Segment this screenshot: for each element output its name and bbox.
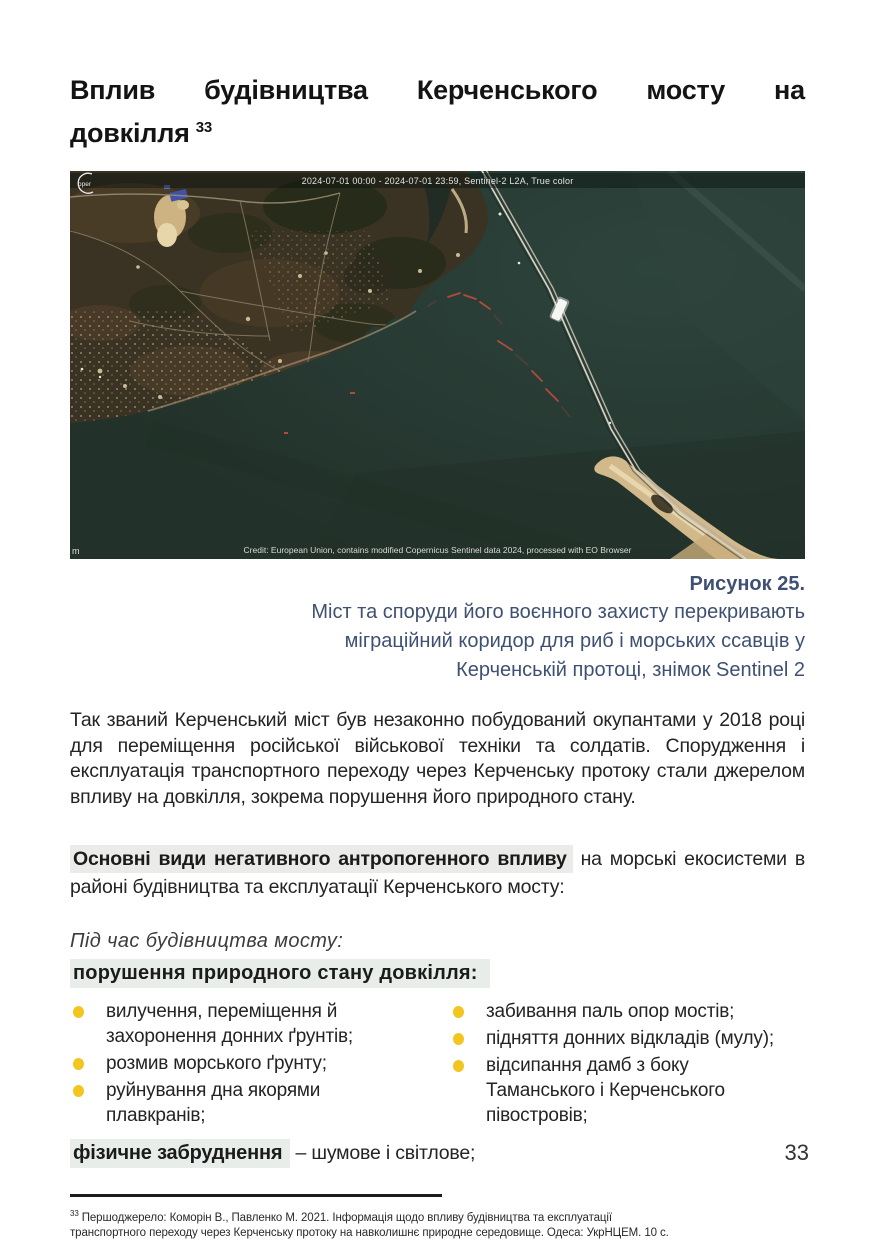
impact-heading	[70, 845, 805, 901]
physical-pollution-line	[70, 1140, 805, 1167]
physical-rest: – шумове і світлове;	[290, 1142, 476, 1164]
bullet-dot-icon	[453, 1033, 464, 1045]
bullet-dot-icon	[453, 1060, 464, 1072]
footnote-number: 33	[70, 1209, 79, 1218]
impact-rest: на морські екосистеми в районі будівництва та експлуатації Керченського мосту:	[70, 848, 805, 898]
bullet-columns	[70, 999, 805, 1130]
page-title	[70, 72, 805, 152]
page-number: 33	[784, 1140, 809, 1165]
figure-caption: Міст та споруди його воєнного захисту перекривають міграційний коридор для риб і морських ссавців у Керченській протоці, знімок Sentinel 2	[311, 601, 805, 681]
timestamp-label: 2024-07-01 00:00 - 2024-07-01 23:59, Sentinel-2 L2A, True color	[301, 175, 574, 186]
bullet-list-right	[450, 999, 805, 1130]
phase-heading: Під час будівництва мосту:	[70, 930, 344, 952]
bullet-dot-icon	[453, 1006, 464, 1018]
copernicus-logo	[70, 171, 104, 197]
physical-highlight: фізичне забруднення	[70, 1139, 290, 1168]
bullet-item: руйнування дна якорями плавкранів;	[70, 1078, 436, 1128]
title-word: будівництва	[204, 75, 368, 105]
footnote-rule	[70, 1194, 442, 1197]
image-timestamp-bar	[70, 173, 805, 188]
body-paragraph: Так званий Керченський міст був незаконно побудований окупантами у 2018 році для переміщення російської військової техніки та солдатів. Спорудження і експлуатація транспортного переходу через Керченську протоку стали джерелом впливу на довкілля, зокрема порушення його природного стану.	[70, 709, 805, 808]
credit-label: Credit: European Union, contains modified Copernicus Sentinel data 2024, processed with EO Browser	[243, 545, 632, 555]
satellite-image	[70, 171, 805, 559]
bullet-item: відсипання дамб з боку Таманського і Керченського півостровів;	[450, 1053, 805, 1128]
satellite-figure	[70, 171, 805, 559]
figure-caption-block	[70, 570, 805, 685]
page-title-line1	[70, 72, 805, 109]
figure-label: Рисунок 25.	[689, 573, 805, 595]
bullet-list-left	[70, 999, 436, 1130]
bullet-dot-icon	[73, 1085, 84, 1097]
bullet-item: забивання паль опор мостів;	[450, 999, 805, 1024]
scale-label: m	[72, 546, 80, 556]
footnote-ref-marker: 33	[195, 119, 212, 136]
section-subheading-block	[70, 962, 805, 985]
title-word: мосту	[646, 75, 726, 105]
footnote: $^{33}$ Першоджерело: Коморін В., Павленко М. 2021. Інформація щодо впливу будівництва та експлуатації транспортного переходу через Керченську протоку на навколишнє природне середовище. Одеса: УкрНЦЕМ. 10 с.	[70, 1209, 669, 1240]
page-title-line2: довкілля $^{33}$	[70, 118, 212, 148]
section-subheading: порушення природного стану довкілля:	[70, 959, 490, 988]
title-word: на	[774, 75, 805, 105]
impact-highlight: Основні види негативного антропогенного впливу	[70, 845, 573, 873]
copernicus-logo-text: oper	[78, 181, 92, 188]
title-word: Керченського	[416, 75, 598, 105]
bullet-dot-icon	[73, 1006, 84, 1018]
bullet-item: розмив морського ґрунту;	[70, 1051, 436, 1076]
bullet-item: вилучення, переміщення й захоронення донних ґрунтів;	[70, 999, 436, 1049]
bullet-item: підняття донних відкладів (мулу);	[450, 1026, 805, 1051]
bullet-dot-icon	[73, 1058, 84, 1070]
title-word: Вплив	[70, 75, 156, 105]
